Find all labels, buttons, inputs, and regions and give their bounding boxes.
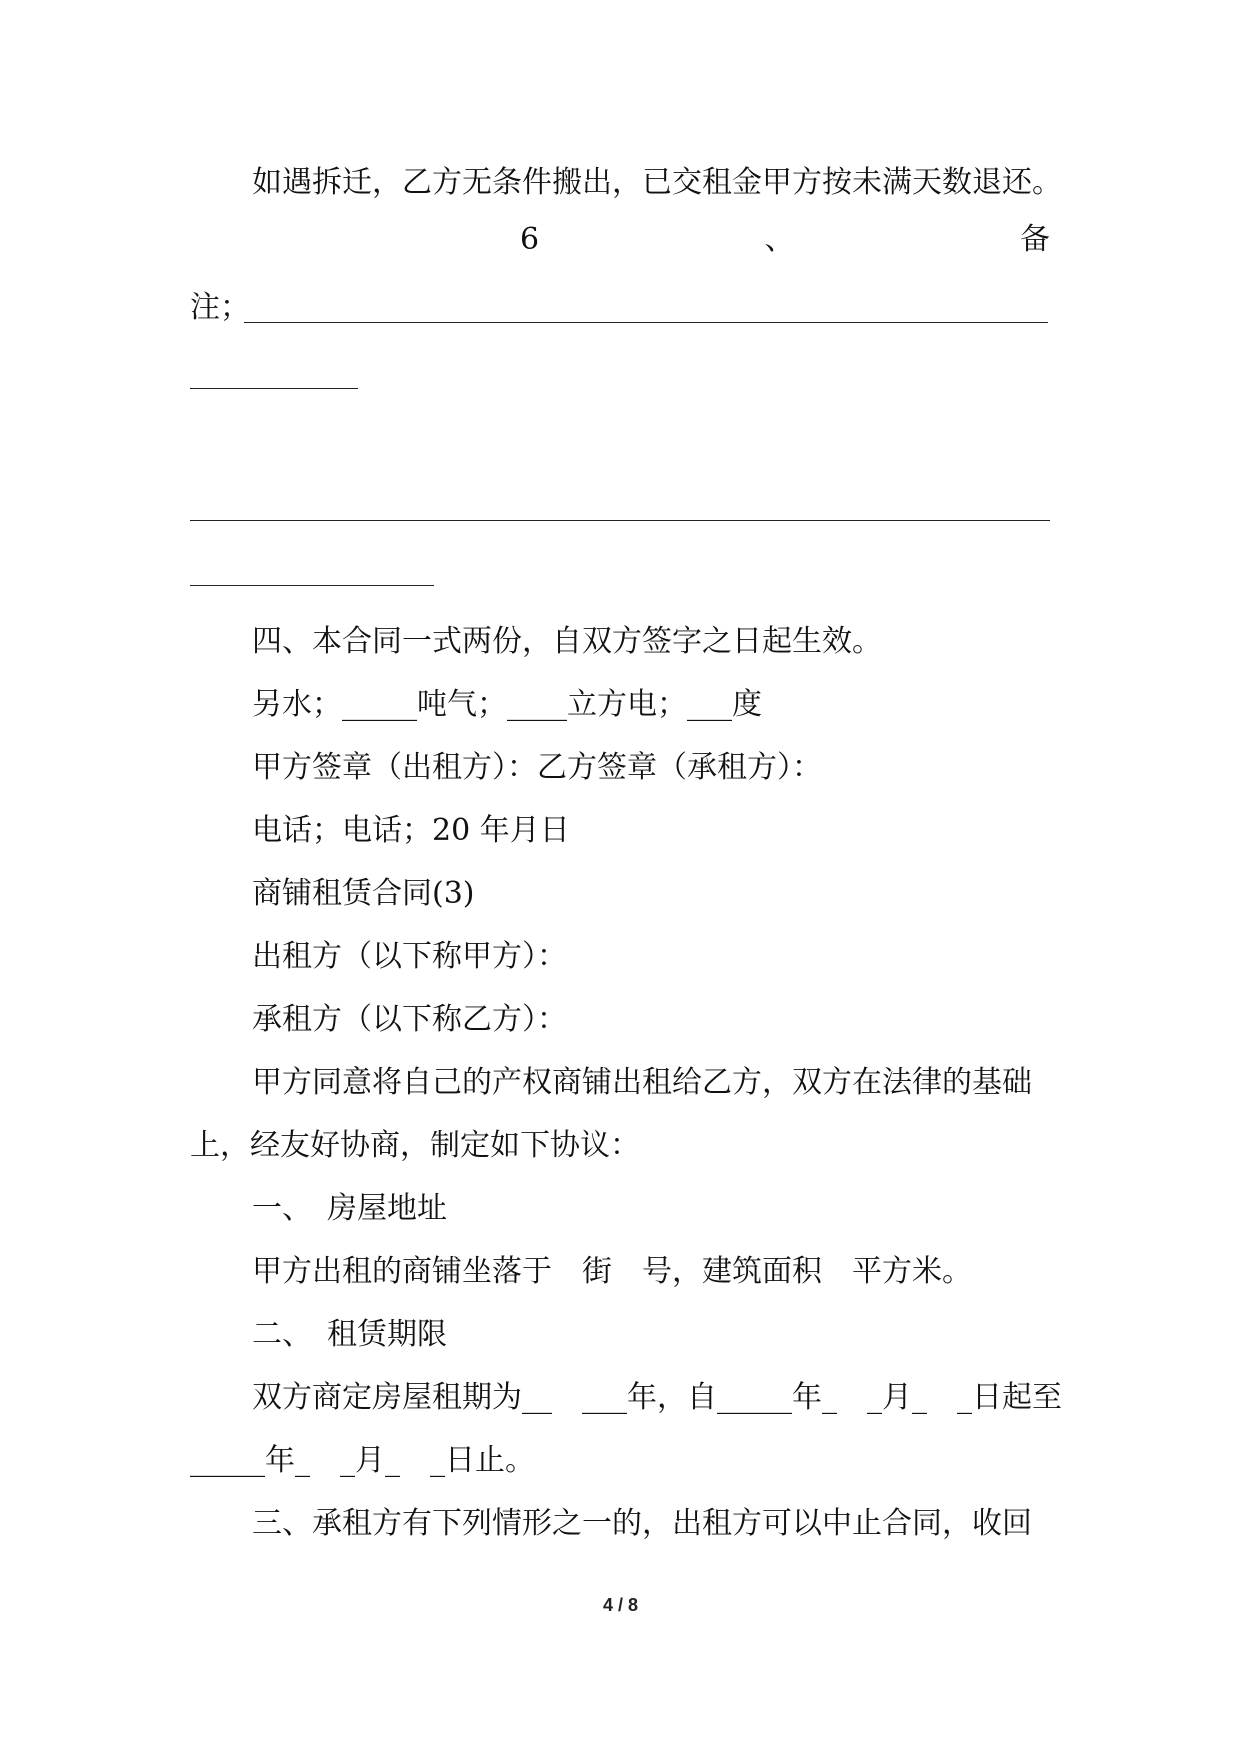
- remarks-blank-line-1: [244, 322, 1048, 323]
- remarks-label-part1: 备: [1020, 222, 1050, 257]
- item-number: 6: [520, 222, 540, 257]
- item-6-remarks-heading: [190, 220, 1050, 260]
- paragraph-contract-copies: 四、本合同一式两份，自双方签字之日起生效。: [252, 624, 882, 659]
- section-1-heading: 一、 房屋地址: [252, 1191, 447, 1226]
- agreement-intro-line1: 甲方同意将自己的产权商铺出租给乙方，双方在法律的基础: [252, 1065, 1032, 1100]
- contract-title: 商铺租赁合同(3): [252, 876, 475, 911]
- remarks-blank-line-3: [190, 520, 1050, 521]
- section-1-body: 甲方出租的商铺坐落于 街 号，建筑面积 平方米。: [252, 1254, 972, 1289]
- section-2-body-line2: _____年_ _月_ _日止。: [190, 1443, 535, 1478]
- paragraph-signatures: 甲方签章（出租方）：乙方签章（承租方）：: [252, 750, 822, 785]
- agreement-intro-line2: 上，经友好协商，制定如下协议：: [190, 1128, 640, 1163]
- remarks-blank-line-2: [190, 388, 358, 389]
- section-2-heading: 二、 租赁期限: [252, 1317, 447, 1352]
- paragraph-utilities: 另水；_____吨气；____立方电；___度: [252, 687, 762, 722]
- remarks-blank-line-4: [190, 585, 434, 586]
- remarks-label-part2: 注；: [190, 290, 250, 325]
- lessor-line: 出租方（以下称甲方）：: [252, 939, 567, 974]
- paragraph-phone-date: 电话；电话；20 年月日: [252, 813, 570, 848]
- paragraph-demolition-clause: 如遇拆迁，乙方无条件搬出，已交租金甲方按未满天数退还。: [252, 165, 1062, 200]
- section-2-body-line1: 双方商定房屋租期为__ ___年，自_____年_ _月_ _日起至: [252, 1380, 1062, 1415]
- lessee-line: 承租方（以下称乙方）：: [252, 1002, 567, 1037]
- section-3-heading: 三、承租方有下列情形之一的，出租方可以中止合同，收回: [252, 1506, 1032, 1541]
- page-number: 4 / 8: [602, 1595, 639, 1615]
- item-separator: 、: [764, 222, 795, 257]
